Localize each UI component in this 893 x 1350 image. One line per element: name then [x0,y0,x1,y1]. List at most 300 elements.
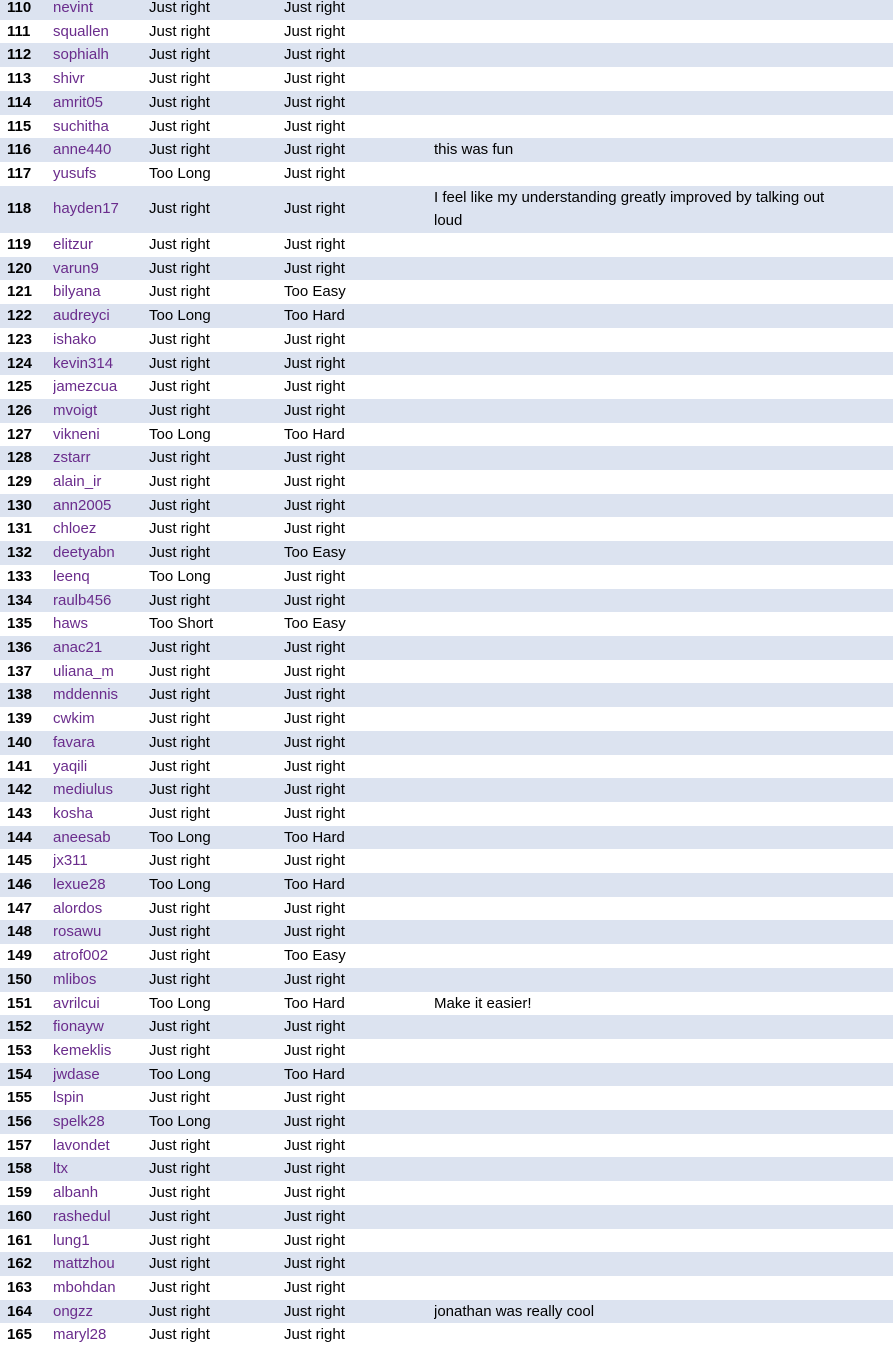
table-row [0,352,893,376]
length-rating: Just right [149,378,210,396]
difficulty-rating: Just right [284,0,345,16]
username-link-cell [53,233,149,257]
row-number: 143 [7,804,33,822]
length-rating: Just right [149,46,210,64]
comment-text [434,683,893,707]
length-rating: Just right [149,781,210,799]
username-link-cell [53,1134,149,1158]
table-row [0,233,893,257]
row-number: 137 [7,662,33,680]
username-link[interactable]: anac21 [53,638,103,656]
length-rating: Just right [149,236,210,254]
username-link[interactable]: ishako [53,330,97,348]
username-link[interactable]: squallen [53,22,109,40]
comment-text [434,636,893,660]
difficulty-rating: Just right [284,401,345,419]
length-rating: Just right [149,401,210,419]
difficulty-rating: Just right [284,733,345,751]
comment-text [434,731,893,755]
difficulty-rating: Just right [284,1302,345,1320]
username-link-cell [53,186,149,233]
row-number: 153 [7,1041,33,1059]
table-row [0,1300,893,1324]
comment-text [434,352,893,376]
username-link[interactable]: sophialh [53,46,109,64]
table-row [0,446,893,470]
username-link[interactable]: aneesab [53,828,111,846]
table-row [0,849,893,873]
username-link-cell [53,612,149,636]
username-link[interactable]: cwkim [53,710,95,728]
username-link-cell [53,517,149,541]
comment-text [434,944,893,968]
difficulty-rating: Just right [284,473,345,491]
username-link-cell [53,826,149,850]
length-rating: Too Long [149,567,211,585]
length-rating: Just right [149,686,210,704]
table-row [0,0,893,20]
table-row [0,660,893,684]
difficulty-rating: Just right [284,259,345,277]
row-number: 165 [7,1326,33,1344]
row-number: 133 [7,567,33,585]
username-link[interactable]: fionayw [53,1018,104,1036]
username-link[interactable]: mediulus [53,781,114,799]
username-link-cell [53,1205,149,1229]
username-link[interactable]: zstarr [53,449,91,467]
table-row [0,636,893,660]
row-number: 136 [7,638,33,656]
username-link-cell [53,0,149,20]
difficulty-rating: Too Easy [284,947,346,965]
username-link-cell [53,43,149,67]
difficulty-rating: Too Easy [284,615,346,633]
username-link[interactable]: elitzur [53,236,94,254]
comment-text [434,1063,893,1087]
length-rating: Just right [149,662,210,680]
length-rating: Just right [149,354,210,372]
length-rating: Just right [149,1255,210,1273]
row-number: 154 [7,1065,33,1083]
difficulty-rating: Just right [284,638,345,656]
length-rating: Just right [149,923,210,941]
comment-text [434,707,893,731]
difficulty-rating: Just right [284,117,345,135]
comment-text [434,1015,893,1039]
username-link-cell [53,494,149,518]
row-number: 148 [7,923,33,941]
comment-text [434,1134,893,1158]
table-row [0,423,893,447]
difficulty-rating: Just right [284,686,345,704]
length-rating: Too Long [149,1113,211,1131]
difficulty-rating: Just right [284,236,345,254]
row-number: 130 [7,496,33,514]
length-rating: Too Long [149,994,211,1012]
difficulty-rating: Just right [284,1207,345,1225]
username-link-cell [53,944,149,968]
table-row [0,1086,893,1110]
table-row [0,778,893,802]
username-link[interactable]: amrit05 [53,93,104,111]
difficulty-rating: Just right [284,781,345,799]
username-link-cell [53,873,149,897]
length-rating: Just right [149,544,210,562]
table-row [0,565,893,589]
table-row [0,873,893,897]
username-link-cell [53,541,149,565]
username-link[interactable]: yusufs [53,164,97,182]
comment-text [434,1276,893,1300]
difficulty-rating: Just right [284,70,345,88]
length-rating: Just right [149,520,210,538]
table-row [0,589,893,613]
username-link[interactable]: haws [53,615,89,633]
username-link[interactable]: anne440 [53,141,112,159]
table-row [0,755,893,779]
table-row [0,1015,893,1039]
length-rating: Just right [149,22,210,40]
length-rating: Just right [149,200,210,218]
username-link-cell [53,565,149,589]
length-rating: Just right [149,970,210,988]
username-link[interactable]: bilyana [53,283,101,301]
comment-text [434,1229,893,1253]
table-row [0,91,893,115]
username-link[interactable]: maryl28 [53,1326,107,1344]
username-link[interactable]: favara [53,733,95,751]
username-link[interactable]: ann2005 [53,496,112,514]
username-link[interactable]: mattzhou [53,1255,115,1273]
comment-text [434,612,893,636]
table-row [0,328,893,352]
comment-text [434,897,893,921]
username-link-cell [53,399,149,423]
username-link[interactable]: raulb456 [53,591,112,609]
table-row [0,992,893,1016]
row-number: 138 [7,686,33,704]
difficulty-rating: Just right [284,1231,345,1249]
length-rating: Just right [149,1231,210,1249]
username-link[interactable]: hayden17 [53,200,119,218]
table-row [0,162,893,186]
username-link-cell [53,1181,149,1205]
username-link[interactable]: atrof002 [53,947,109,965]
username-link[interactable]: jwdase [53,1065,100,1083]
username-link[interactable]: yaqili [53,757,88,775]
row-number: 114 [7,93,32,111]
comment-text [434,233,893,257]
username-link[interactable]: kevin314 [53,354,114,372]
username-link-cell [53,446,149,470]
username-link[interactable]: shivr [53,70,85,88]
row-number: 152 [7,1018,33,1036]
username-link-cell [53,1276,149,1300]
length-rating: Just right [149,0,210,16]
difficulty-rating: Just right [284,22,345,40]
username-link-cell [53,1252,149,1276]
comment-text [434,328,893,352]
comment-text [434,446,893,470]
row-number: 142 [7,781,33,799]
comment-text [434,1252,893,1276]
difficulty-rating: Just right [284,378,345,396]
difficulty-rating: Just right [284,1255,345,1273]
table-row [0,1323,893,1347]
length-rating: Too Short [149,615,214,633]
row-number: 134 [7,591,33,609]
username-link[interactable]: jx311 [53,852,88,870]
comment-text [434,91,893,115]
row-number: 117 [7,164,32,182]
length-rating: Just right [149,473,210,491]
username-link[interactable]: deetyabn [53,544,115,562]
row-number: 151 [7,994,33,1012]
row-number: 110 [7,0,32,16]
username-link[interactable]: rashedul [53,1207,111,1225]
difficulty-rating: Just right [284,710,345,728]
username-link[interactable]: kemeklis [53,1041,112,1059]
length-rating: Just right [149,496,210,514]
row-number: 164 [7,1302,33,1320]
row-number: 157 [7,1136,33,1154]
difficulty-rating: Just right [284,141,345,159]
length-rating: Just right [149,330,210,348]
length-rating: Too Long [149,307,211,325]
row-number: 144 [7,828,33,846]
length-rating: Just right [149,117,210,135]
length-rating: Just right [149,804,210,822]
row-number: 162 [7,1255,33,1273]
username-link-cell [53,589,149,613]
difficulty-rating: Too Hard [284,1065,345,1083]
difficulty-rating: Just right [284,1041,345,1059]
difficulty-rating: Just right [284,1160,345,1178]
table-row [0,541,893,565]
username-link-cell [53,162,149,186]
username-link[interactable]: alordos [53,899,103,917]
username-link[interactable]: avrilcui [53,994,100,1012]
length-rating: Just right [149,1136,210,1154]
difficulty-rating: Just right [284,970,345,988]
comment-text [434,920,893,944]
comment-text [434,565,893,589]
username-link[interactable]: albanh [53,1184,99,1202]
difficulty-rating: Just right [284,164,345,182]
username-link[interactable]: jamezcua [53,378,118,396]
table-row [0,20,893,44]
row-number: 128 [7,449,33,467]
difficulty-rating: Just right [284,852,345,870]
difficulty-rating: Just right [284,1278,345,1296]
comment-text: I feel like my understanding greatly improved by talking out loud [434,188,825,230]
difficulty-rating: Just right [284,330,345,348]
table-row [0,1229,893,1253]
username-link-cell [53,375,149,399]
row-number: 147 [7,899,33,917]
comment-text: this was fun [434,141,514,159]
table-row [0,43,893,67]
difficulty-rating: Just right [284,1184,345,1202]
difficulty-rating: Just right [284,899,345,917]
username-link[interactable]: suchitha [53,117,109,135]
username-link[interactable]: leenq [53,567,90,585]
username-link[interactable]: kosha [53,804,94,822]
comment-text [434,517,893,541]
table-row [0,375,893,399]
username-link-cell [53,660,149,684]
username-link[interactable]: mddennis [53,686,119,704]
username-link-cell [53,755,149,779]
username-link-cell [53,470,149,494]
difficulty-rating: Just right [284,923,345,941]
difficulty-rating: Just right [284,567,345,585]
row-number: 132 [7,544,33,562]
table-row [0,399,893,423]
username-link-cell [53,1086,149,1110]
comment-text: jonathan was really cool [434,1302,595,1320]
row-number: 120 [7,259,33,277]
username-link[interactable]: ongzz [53,1302,94,1320]
table-row [0,612,893,636]
table-row [0,683,893,707]
row-number: 131 [7,520,33,538]
length-rating: Too Long [149,164,211,182]
length-rating: Just right [149,852,210,870]
length-rating: Just right [149,93,210,111]
username-link-cell [53,1157,149,1181]
length-rating: Too Long [149,1065,211,1083]
username-link[interactable]: nevint [53,0,94,16]
length-rating: Just right [149,757,210,775]
difficulty-rating: Just right [284,354,345,372]
table-row [0,1063,893,1087]
table-row [0,920,893,944]
length-rating: Just right [149,638,210,656]
length-rating: Just right [149,733,210,751]
difficulty-rating: Too Easy [284,283,346,301]
row-number: 129 [7,473,33,491]
comment-text [434,399,893,423]
row-number: 121 [7,283,33,301]
table-row [0,257,893,281]
username-link[interactable]: alain_ir [53,473,102,491]
table-row [0,1157,893,1181]
username-link[interactable]: varun9 [53,259,99,277]
username-link[interactable]: mbohdan [53,1278,116,1296]
comment-text [434,1039,893,1063]
difficulty-rating: Just right [284,200,345,218]
username-link[interactable]: lexue28 [53,876,106,894]
length-rating: Just right [149,1089,210,1107]
username-link[interactable]: lspin [53,1089,84,1107]
comment-text [434,541,893,565]
table-row [0,1039,893,1063]
comment-text [434,849,893,873]
username-link[interactable]: mlibos [53,970,97,988]
row-number: 118 [7,200,32,218]
comment-text [434,304,893,328]
difficulty-rating: Too Hard [284,876,345,894]
table-row [0,897,893,921]
comment-text [434,280,893,304]
username-link-cell [53,683,149,707]
username-link[interactable]: chloez [53,520,97,538]
row-number: 141 [7,757,33,775]
difficulty-rating: Just right [284,449,345,467]
comment-text [434,43,893,67]
comment-text [434,802,893,826]
username-link-cell [53,992,149,1016]
row-number: 125 [7,378,33,396]
length-rating: Just right [149,1018,210,1036]
comment-text [434,162,893,186]
username-link[interactable]: lavondet [53,1136,110,1154]
length-rating: Just right [149,1302,210,1320]
comment-text [434,778,893,802]
row-number: 139 [7,710,33,728]
length-rating: Just right [149,70,210,88]
table-row [0,186,893,233]
row-number: 126 [7,401,33,419]
username-link[interactable]: uliana_m [53,662,114,680]
table-row [0,1110,893,1134]
comment-text [434,589,893,613]
comment-text [434,1086,893,1110]
table-row [0,1252,893,1276]
length-rating: Just right [149,899,210,917]
username-link[interactable]: lung1 [53,1231,90,1249]
table-row [0,138,893,162]
comment-text [434,257,893,281]
row-number: 123 [7,330,33,348]
username-link[interactable]: spelk28 [53,1113,105,1131]
username-link[interactable]: audreyci [53,307,110,325]
username-link[interactable]: vikneni [53,425,100,443]
row-number: 135 [7,615,33,633]
username-link-cell [53,20,149,44]
row-number: 116 [7,141,32,159]
username-link-cell [53,1063,149,1087]
table-row [0,1181,893,1205]
username-link[interactable]: ltx [53,1160,68,1178]
row-number: 158 [7,1160,33,1178]
table-row [0,115,893,139]
length-rating: Just right [149,1160,210,1178]
row-number: 160 [7,1207,33,1225]
username-link-cell [53,423,149,447]
comment-text [434,115,893,139]
comment-text [434,375,893,399]
username-link-cell [53,636,149,660]
username-link[interactable]: mvoigt [53,401,98,419]
difficulty-rating: Just right [284,1326,345,1344]
comment-text [434,20,893,44]
row-number: 115 [7,117,32,135]
username-link-cell [53,707,149,731]
comment-text [434,494,893,518]
row-number: 149 [7,947,33,965]
username-link[interactable]: rosawu [53,923,102,941]
table-row [0,1134,893,1158]
difficulty-rating: Just right [284,496,345,514]
table-row [0,304,893,328]
comment-text [434,67,893,91]
difficulty-rating: Just right [284,804,345,822]
comment-text [434,1205,893,1229]
username-link-cell [53,115,149,139]
username-link-cell [53,849,149,873]
